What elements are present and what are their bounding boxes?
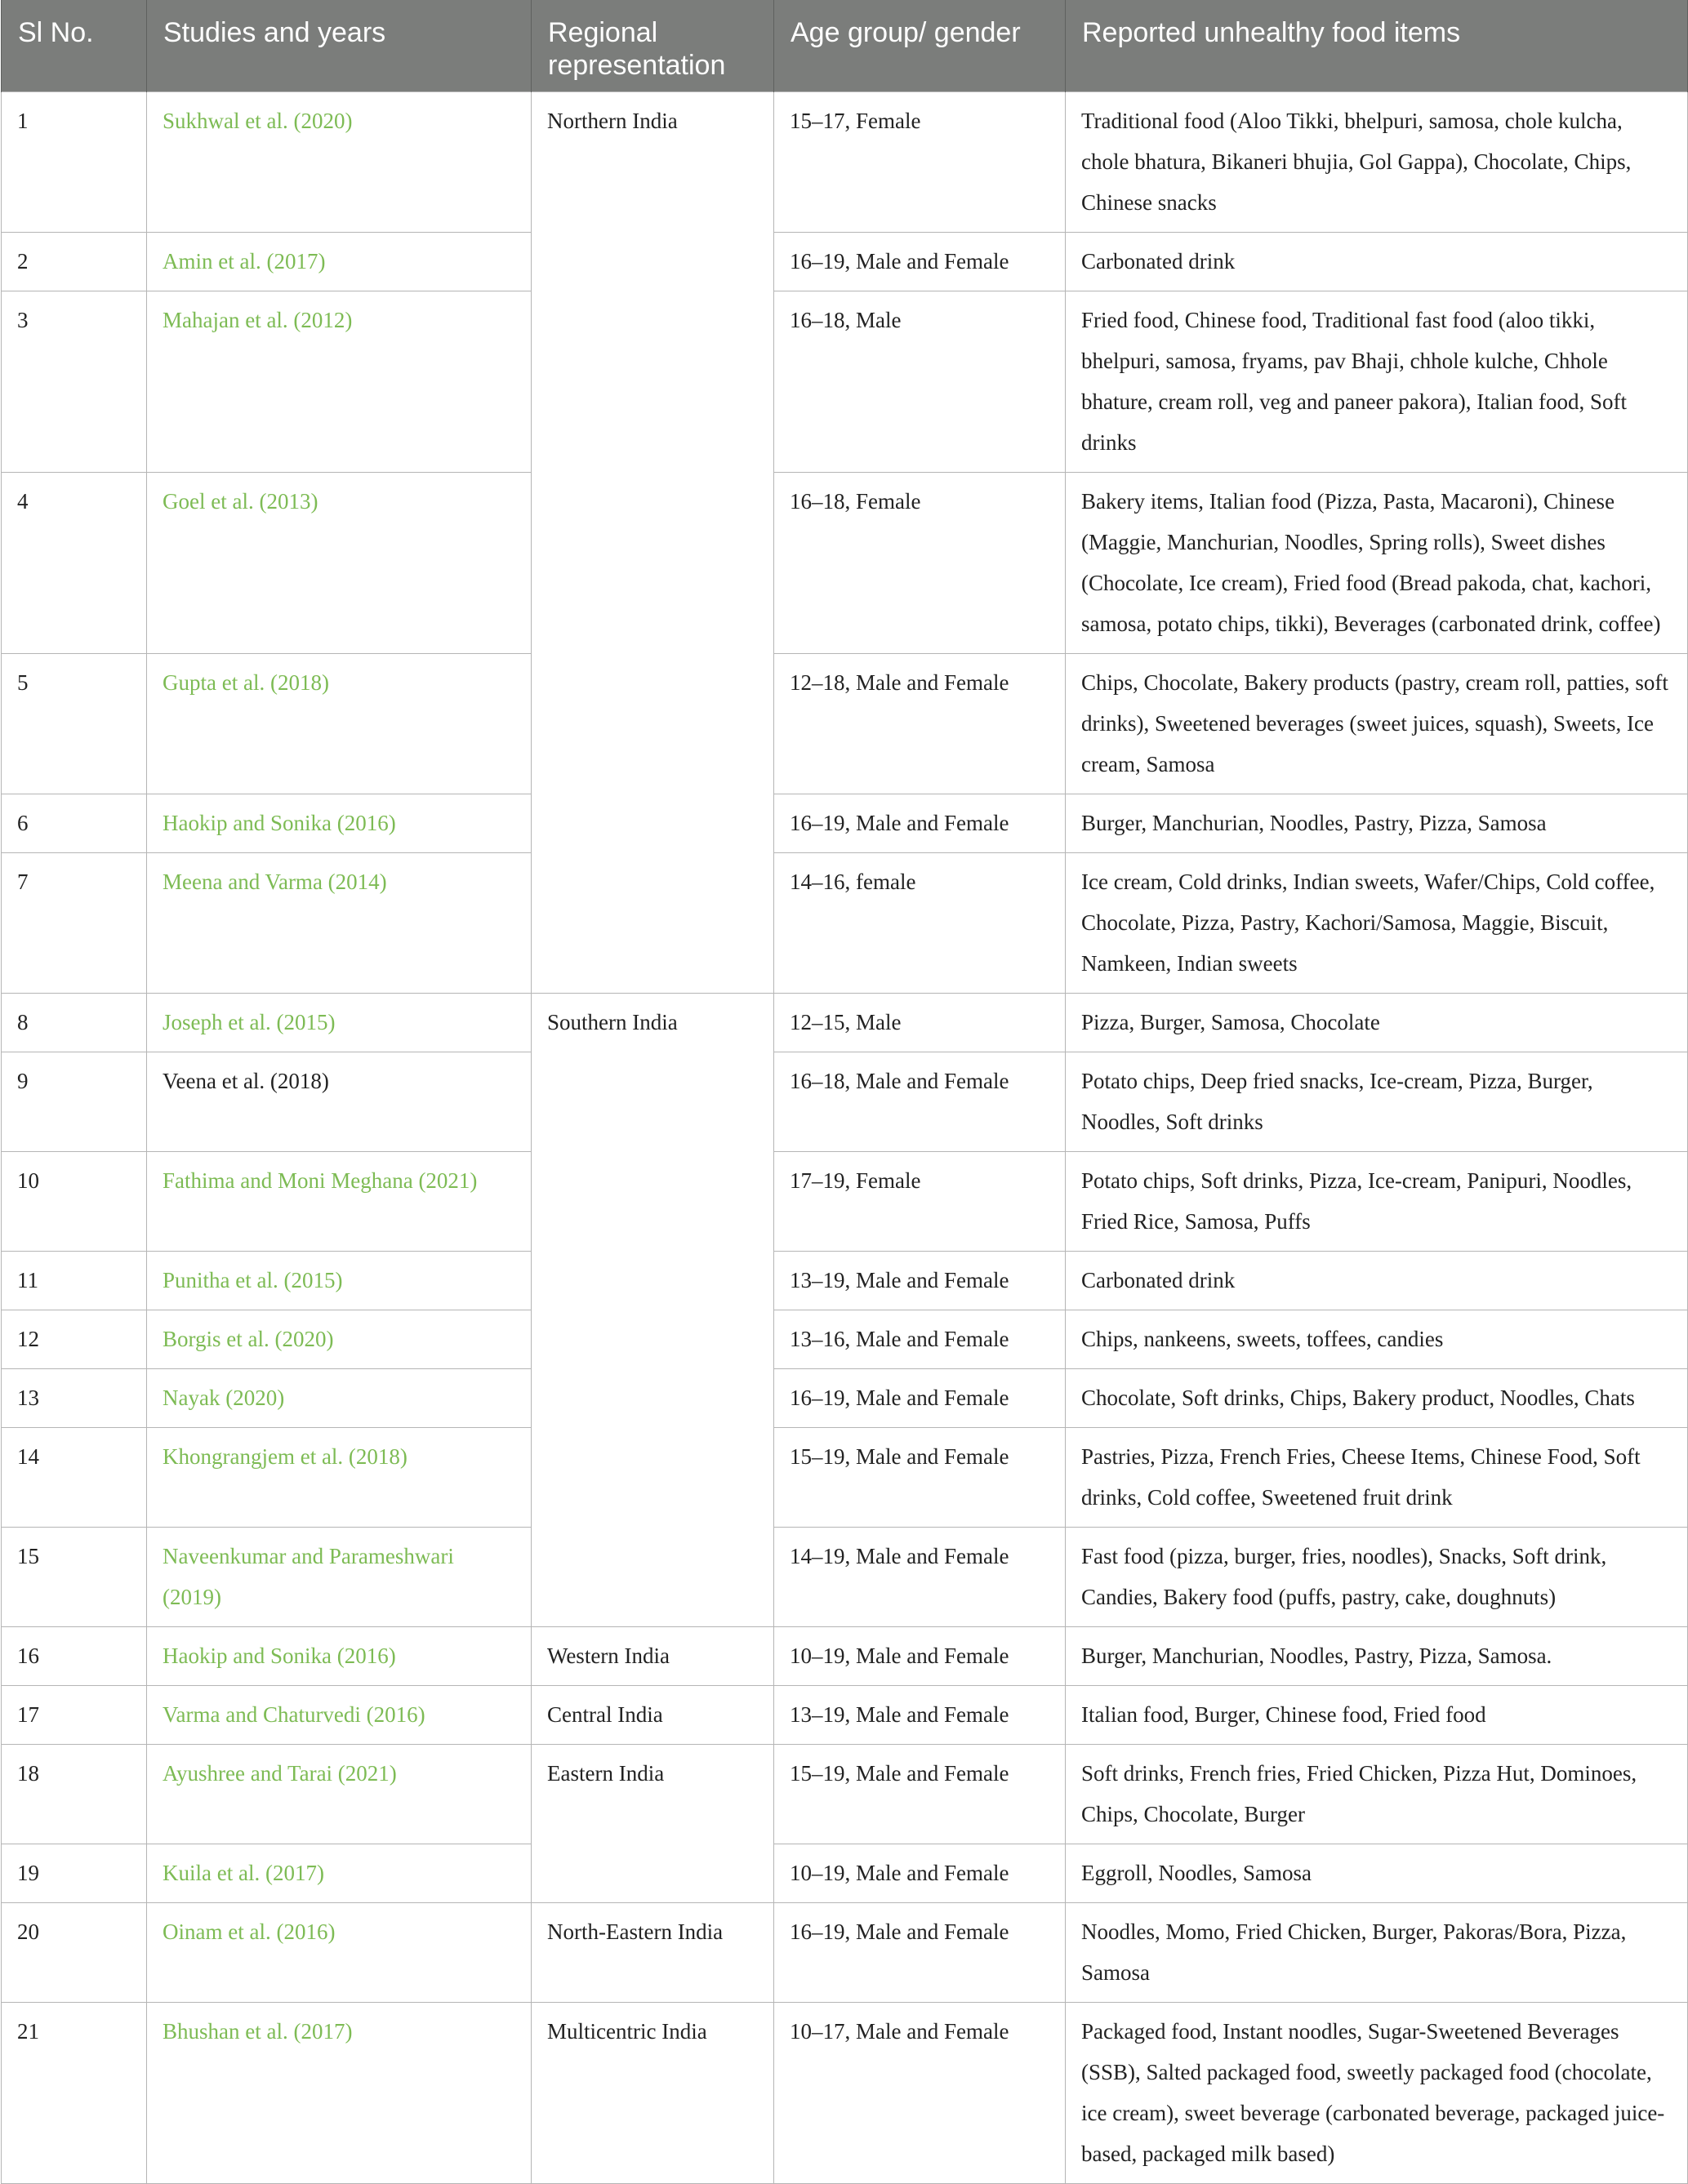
age-gender-cell: 15–17, Female bbox=[774, 92, 1066, 233]
region-cell: Western India bbox=[532, 1627, 774, 1686]
age-gender-cell: 15–19, Male and Female bbox=[774, 1428, 1066, 1528]
sl-no-cell: 2 bbox=[2, 233, 147, 291]
sl-no-cell: 3 bbox=[2, 291, 147, 473]
table-body bbox=[2, 92, 1688, 2184]
region-cell: Central India bbox=[532, 1686, 774, 1745]
study-reference-link[interactable]: Kuila et al. (2017) bbox=[147, 1844, 532, 1903]
study-reference-link[interactable]: Ayushree and Tarai (2021) bbox=[147, 1745, 532, 1844]
study-reference-link[interactable]: Borgis et al. (2020) bbox=[147, 1310, 532, 1369]
food-items-cell: Eggroll, Noodles, Samosa bbox=[1066, 1844, 1688, 1903]
age-gender-cell: 17–19, Female bbox=[774, 1152, 1066, 1252]
food-items-cell: Potato chips, Soft drinks, Pizza, Ice-cream, Panipuri, Noodles, Fried Rice, Samosa, Puffs bbox=[1066, 1152, 1688, 1252]
sl-no-cell: 9 bbox=[2, 1052, 147, 1152]
age-gender-cell: 10–17, Male and Female bbox=[774, 2003, 1066, 2184]
sl-no-cell: 12 bbox=[2, 1310, 147, 1369]
food-items-cell: Pizza, Burger, Samosa, Chocolate bbox=[1066, 994, 1688, 1052]
study-reference-link[interactable]: Haokip and Sonika (2016) bbox=[147, 1627, 532, 1686]
study-reference-link[interactable]: Haokip and Sonika (2016) bbox=[147, 794, 532, 853]
food-items-cell: Chocolate, Soft drinks, Chips, Bakery product, Noodles, Chats bbox=[1066, 1369, 1688, 1428]
age-gender-cell: 12–18, Male and Female bbox=[774, 654, 1066, 794]
sl-no-cell: 7 bbox=[2, 853, 147, 994]
table-row bbox=[2, 994, 1688, 1052]
food-items-cell: Potato chips, Deep fried snacks, Ice-cream, Pizza, Burger, Noodles, Soft drinks bbox=[1066, 1052, 1688, 1152]
study-reference-link[interactable]: Naveenkumar and Parameshwari (2019) bbox=[147, 1528, 532, 1627]
header-studies-and-years: Studies and years bbox=[147, 0, 532, 92]
food-items-cell: Burger, Manchurian, Noodles, Pastry, Pizza, Samosa. bbox=[1066, 1627, 1688, 1686]
header-sl-no: Sl No. bbox=[2, 0, 147, 92]
study-reference-link[interactable]: Khongrangjem et al. (2018) bbox=[147, 1428, 532, 1528]
study-reference-link[interactable]: Mahajan et al. (2012) bbox=[147, 291, 532, 473]
age-gender-cell: 16–18, Female bbox=[774, 473, 1066, 654]
study-reference-link[interactable]: Bhushan et al. (2017) bbox=[147, 2003, 532, 2184]
region-cell: Northern India bbox=[532, 92, 774, 994]
table-row bbox=[2, 1528, 1688, 1627]
studies-table bbox=[1, 0, 1688, 2184]
sl-no-cell: 21 bbox=[2, 2003, 147, 2184]
age-gender-cell: 12–15, Male bbox=[774, 994, 1066, 1052]
table-row bbox=[2, 291, 1688, 473]
table-row bbox=[2, 1903, 1688, 2003]
sl-no-cell: 20 bbox=[2, 1903, 147, 2003]
table-row bbox=[2, 1844, 1688, 1903]
age-gender-cell: 10–19, Male and Female bbox=[774, 1627, 1066, 1686]
table-row bbox=[2, 1745, 1688, 1844]
sl-no-cell: 4 bbox=[2, 473, 147, 654]
food-items-cell: Carbonated drink bbox=[1066, 1252, 1688, 1310]
age-gender-cell: 13–16, Male and Female bbox=[774, 1310, 1066, 1369]
age-gender-cell: 13–19, Male and Female bbox=[774, 1686, 1066, 1745]
table-row bbox=[2, 1152, 1688, 1252]
table-row bbox=[2, 2003, 1688, 2184]
table-row bbox=[2, 1428, 1688, 1528]
table-row bbox=[2, 853, 1688, 994]
study-reference-link[interactable]: Amin et al. (2017) bbox=[147, 233, 532, 291]
table-row bbox=[2, 1310, 1688, 1369]
food-items-cell: Fried food, Chinese food, Traditional fast food (aloo tikki, bhelpuri, samosa, fryams, pav Bhaji, chhole kulche, Chhole bhature, cream roll, veg and paneer pakora), Italian food, Soft drinks bbox=[1066, 291, 1688, 473]
study-reference-link[interactable]: Punitha et al. (2015) bbox=[147, 1252, 532, 1310]
age-gender-cell: 16–19, Male and Female bbox=[774, 233, 1066, 291]
food-items-cell: Burger, Manchurian, Noodles, Pastry, Pizza, Samosa bbox=[1066, 794, 1688, 853]
sl-no-cell: 1 bbox=[2, 92, 147, 233]
table-row bbox=[2, 654, 1688, 794]
study-reference-link[interactable]: Joseph et al. (2015) bbox=[147, 994, 532, 1052]
sl-no-cell: 5 bbox=[2, 654, 147, 794]
table-row bbox=[2, 473, 1688, 654]
food-items-cell: Carbonated drink bbox=[1066, 233, 1688, 291]
food-items-cell: Ice cream, Cold drinks, Indian sweets, Wafer/Chips, Cold coffee, Chocolate, Pizza, Pastry, Kachori/Samosa, Maggie, Biscuit, Namkeen, Indian sweets bbox=[1066, 853, 1688, 994]
age-gender-cell: 14–16, female bbox=[774, 853, 1066, 994]
region-cell: North-Eastern India bbox=[532, 1903, 774, 2003]
food-items-cell: Bakery items, Italian food (Pizza, Pasta, Macaroni), Chinese (Maggie, Manchurian, Noodles, Spring rolls), Sweet dishes (Chocolate, Ice cream), Fried food (Bread pakoda, chat, kachori, samosa, potato chips, tikki), Beverages (carbonated drink, coffee) bbox=[1066, 473, 1688, 654]
food-items-cell: Packaged food, Instant noodles, Sugar-Sweetened Beverages (SSB), Salted packaged food, sweetly packaged food (chocolate, ice cream), sweet beverage (carbonated beverage, packaged juice-based, packaged milk based) bbox=[1066, 2003, 1688, 2184]
table-row bbox=[2, 1627, 1688, 1686]
table-row bbox=[2, 794, 1688, 853]
food-items-cell: Italian food, Burger, Chinese food, Fried food bbox=[1066, 1686, 1688, 1745]
sl-no-cell: 6 bbox=[2, 794, 147, 853]
age-gender-cell: 16–19, Male and Female bbox=[774, 1903, 1066, 2003]
study-reference-link[interactable]: Sukhwal et al. (2020) bbox=[147, 92, 532, 233]
sl-no-cell: 14 bbox=[2, 1428, 147, 1528]
food-items-cell: Chips, Chocolate, Bakery products (pastry, cream roll, patties, soft drinks), Sweetened beverages (sweet juices, squash), Sweets, Ice cream, Samosa bbox=[1066, 654, 1688, 794]
study-reference-link[interactable]: Oinam et al. (2016) bbox=[147, 1903, 532, 2003]
table-row bbox=[2, 1252, 1688, 1310]
header-reported-unhealthy-food-items: Reported unhealthy food items bbox=[1066, 0, 1688, 92]
food-items-cell: Pastries, Pizza, French Fries, Cheese Items, Chinese Food, Soft drinks, Cold coffee, Sweetened fruit drink bbox=[1066, 1428, 1688, 1528]
table-row bbox=[2, 92, 1688, 233]
sl-no-cell: 17 bbox=[2, 1686, 147, 1745]
study-reference-link[interactable]: Gupta et al. (2018) bbox=[147, 654, 532, 794]
age-gender-cell: 16–18, Male and Female bbox=[774, 1052, 1066, 1152]
table-row bbox=[2, 1052, 1688, 1152]
sl-no-cell: 15 bbox=[2, 1528, 147, 1627]
region-cell: Southern India bbox=[532, 994, 774, 1627]
region-cell: Multicentric India bbox=[532, 2003, 774, 2184]
age-gender-cell: 16–18, Male bbox=[774, 291, 1066, 473]
food-items-cell: Chips, nankeens, sweets, toffees, candies bbox=[1066, 1310, 1688, 1369]
age-gender-cell: 10–19, Male and Female bbox=[774, 1844, 1066, 1903]
sl-no-cell: 10 bbox=[2, 1152, 147, 1252]
sl-no-cell: 18 bbox=[2, 1745, 147, 1844]
sl-no-cell: 11 bbox=[2, 1252, 147, 1310]
sl-no-cell: 8 bbox=[2, 994, 147, 1052]
region-cell: Eastern India bbox=[532, 1745, 774, 1903]
header-regional-representation: Regional representation bbox=[532, 0, 774, 92]
study-reference-link[interactable]: Nayak (2020) bbox=[147, 1369, 532, 1428]
table-row bbox=[2, 233, 1688, 291]
age-gender-cell: 14–19, Male and Female bbox=[774, 1528, 1066, 1627]
header-age-group-gender: Age group/ gender bbox=[774, 0, 1066, 92]
header-row bbox=[2, 0, 1688, 92]
study-reference-link[interactable]: Goel et al. (2013) bbox=[147, 473, 532, 654]
age-gender-cell: 16–19, Male and Female bbox=[774, 1369, 1066, 1428]
food-items-cell: Noodles, Momo, Fried Chicken, Burger, Pakoras/Bora, Pizza, Samosa bbox=[1066, 1903, 1688, 2003]
study-reference-link[interactable]: Varma and Chaturvedi (2016) bbox=[147, 1686, 532, 1745]
age-gender-cell: 15–19, Male and Female bbox=[774, 1745, 1066, 1844]
sl-no-cell: 19 bbox=[2, 1844, 147, 1903]
study-reference-link: Veena et al. (2018) bbox=[147, 1052, 532, 1152]
food-items-cell: Fast food (pizza, burger, fries, noodles), Snacks, Soft drink, Candies, Bakery food (puffs, pastry, cake, doughnuts) bbox=[1066, 1528, 1688, 1627]
food-items-cell: Traditional food (Aloo Tikki, bhelpuri, samosa, chole kulcha, chole bhatura, Bikaneri bhujia, Gol Gappa), Chocolate, Chips, Chinese snacks bbox=[1066, 92, 1688, 233]
study-reference-link[interactable]: Meena and Varma (2014) bbox=[147, 853, 532, 994]
sl-no-cell: 16 bbox=[2, 1627, 147, 1686]
age-gender-cell: 16–19, Male and Female bbox=[774, 794, 1066, 853]
table-row bbox=[2, 1686, 1688, 1745]
study-reference-link[interactable]: Fathima and Moni Meghana (2021) bbox=[147, 1152, 532, 1252]
food-items-cell: Soft drinks, French fries, Fried Chicken, Pizza Hut, Dominoes, Chips, Chocolate, Burger bbox=[1066, 1745, 1688, 1844]
age-gender-cell: 13–19, Male and Female bbox=[774, 1252, 1066, 1310]
table-row bbox=[2, 1369, 1688, 1428]
sl-no-cell: 13 bbox=[2, 1369, 147, 1428]
